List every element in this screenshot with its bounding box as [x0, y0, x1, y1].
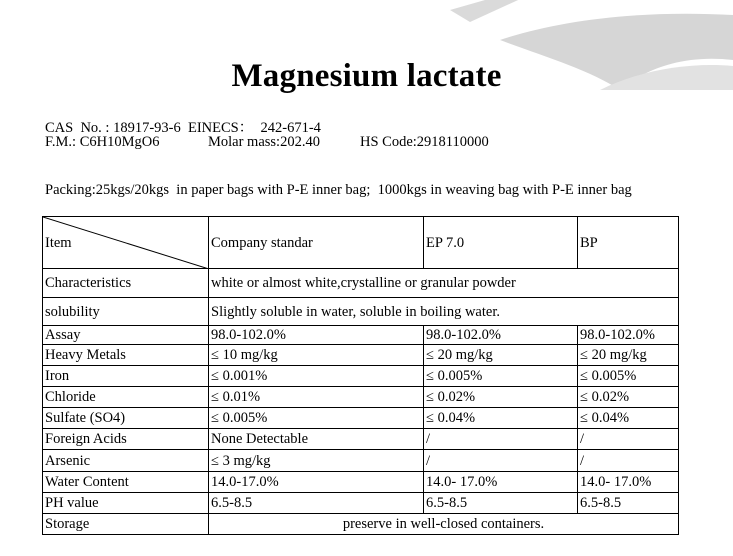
table-row — [43, 472, 679, 493]
molar-mass-text: Molar mass:202.40 — [208, 134, 320, 150]
formula-text: F.M.: C6H10MgO6 — [45, 134, 160, 150]
company-value: 6.5-8.5 — [209, 493, 424, 514]
ep-value: ≤ 0.04% — [424, 408, 578, 429]
table-row — [43, 345, 679, 366]
ep-value: / — [424, 429, 578, 450]
table-row — [43, 514, 679, 535]
ep-value: ≤ 20 mg/kg — [424, 345, 578, 366]
item-cell: Assay — [43, 326, 209, 345]
item-cell: Chloride — [43, 387, 209, 408]
company-value: ≤ 0.001% — [209, 366, 424, 387]
header-bp: BP — [578, 217, 679, 269]
bp-value: ≤ 0.02% — [578, 387, 679, 408]
table-row — [43, 269, 679, 298]
header-item-cell — [43, 217, 209, 269]
table-row — [43, 387, 679, 408]
item-cell: Water Content — [43, 472, 209, 493]
item-cell: PH value — [43, 493, 209, 514]
spanned-value-cell: white or almost white,crystalline or granular powder — [209, 269, 679, 298]
company-value: ≤ 3 mg/kg — [209, 450, 424, 472]
header-company: Company standar — [209, 217, 424, 269]
company-value: ≤ 0.005% — [209, 408, 424, 429]
table-row — [43, 298, 679, 326]
bp-value: 98.0-102.0% — [578, 326, 679, 345]
page-title: Magnesium lactate — [231, 58, 502, 94]
company-value: 14.0-17.0% — [209, 472, 424, 493]
bp-value: / — [578, 429, 679, 450]
bp-value: 6.5-8.5 — [578, 493, 679, 514]
spanned-value-cell: Slightly soluble in water, soluble in boiling water. — [209, 298, 679, 326]
bp-value: ≤ 20 mg/kg — [578, 345, 679, 366]
header-ep: EP 7.0 — [424, 217, 578, 269]
company-value: ≤ 0.01% — [209, 387, 424, 408]
company-value: ≤ 10 mg/kg — [209, 345, 424, 366]
bp-value: / — [578, 450, 679, 472]
spanned-value-cell: preserve in well-closed containers. — [209, 514, 679, 535]
table-row — [43, 326, 679, 345]
header-item: Item — [45, 234, 72, 251]
item-cell: Characteristics — [43, 269, 209, 298]
bp-value: 14.0- 17.0% — [578, 472, 679, 493]
ep-value: 98.0-102.0% — [424, 326, 578, 345]
spec-table — [42, 216, 679, 535]
cas-einecs-line: CAS No. : 18917-93-6 EINECS： 242-671-4 — [45, 120, 321, 136]
item-cell: Foreign Acids — [43, 429, 209, 450]
item-cell: Storage — [43, 514, 209, 535]
ep-value: 6.5-8.5 — [424, 493, 578, 514]
item-cell: Arsenic — [43, 450, 209, 472]
table-row — [43, 450, 679, 472]
bp-value: ≤ 0.04% — [578, 408, 679, 429]
table-row — [43, 366, 679, 387]
item-cell: solubility — [43, 298, 209, 326]
table-row — [43, 493, 679, 514]
item-cell: Heavy Metals — [43, 345, 209, 366]
ep-value: ≤ 0.02% — [424, 387, 578, 408]
ep-value: 14.0- 17.0% — [424, 472, 578, 493]
item-cell: Sulfate (SO4) — [43, 408, 209, 429]
table-row — [43, 429, 679, 450]
company-value: None Detectable — [209, 429, 424, 450]
bp-value: ≤ 0.005% — [578, 366, 679, 387]
ep-value: ≤ 0.005% — [424, 366, 578, 387]
item-cell: Iron — [43, 366, 209, 387]
ep-value: / — [424, 450, 578, 472]
company-value: 98.0-102.0% — [209, 326, 424, 345]
packing-text: Packing:25kgs/20kgs in paper bags with P-E inner bag; 1000kgs in weaving bag with P-E inner bag — [45, 182, 632, 198]
table-row — [43, 408, 679, 429]
hs-code-text: HS Code:2918110000 — [360, 134, 489, 150]
table-header-row — [43, 217, 679, 269]
